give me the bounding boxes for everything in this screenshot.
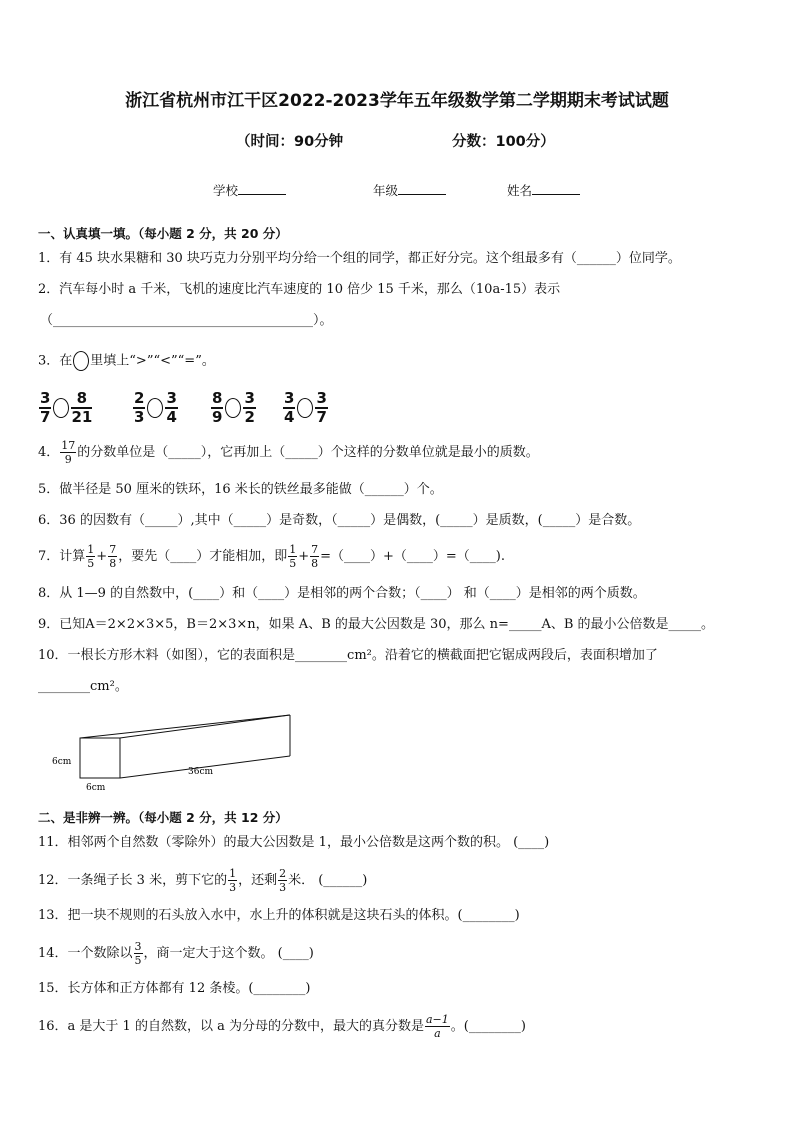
- section-2-title: 二、是非辨一辨。（每小题 2 分，共 12 分）: [38, 810, 288, 825]
- question-11: 11．相邻两个自然数（零除外）的最大公因数是 1，最小公倍数是这两个数的积。 (____): [38, 835, 550, 850]
- question-3-pre: 3．在: [38, 353, 73, 369]
- question-4: 4． $\frac{17}{9}$ 的分数单位是（_____），它再加上（_____）个这样的分数单位就是最小的质数。: [38, 439, 539, 466]
- fraction: $\frac{2}{3}$: [279, 867, 287, 894]
- fraction: $\frac{1}{3}$: [229, 867, 237, 894]
- question-14: 14．一个数除以 $\frac{3}{5}$ ，商一定大于这个数。 (____): [38, 940, 314, 967]
- grade-label: 年级: [373, 183, 399, 198]
- cuboid-front-face: [80, 738, 120, 778]
- fraction: $\frac{2}{3}$: [134, 389, 145, 426]
- fraction: $\frac{a-1}{a}$: [425, 1013, 449, 1040]
- comparison-item[interactable]: [282, 391, 329, 425]
- fraction: $\frac{3}{5}$: [134, 940, 142, 967]
- question-10-line-1: 10．一根长方形木料（如图），它的表面积是________cm²。沿着它的横截面把它锯成两段后，表面积增加了: [38, 648, 658, 663]
- cuboid-svg: [50, 710, 310, 795]
- compare-circle-icon: [73, 351, 89, 371]
- question-3-post: 里填上“>”“<”“=”。: [90, 353, 215, 369]
- fraction: $\frac{7}{8}$: [311, 543, 319, 570]
- grade-field[interactable]: [373, 181, 446, 199]
- question-2-line-2: （________________________________________）。: [40, 313, 333, 328]
- cuboid-edge: [120, 715, 290, 738]
- cuboid-figure: [50, 710, 310, 799]
- question-15: 15．长方体和正方体都有 12 条棱。(________): [38, 981, 311, 996]
- question-8: 8．从 1—9 的自然数中，(____）和（____）是相邻的两个合数；（____） 和（____）是相邻的两个质数。: [38, 586, 646, 601]
- exam-score: 分数：100分）: [452, 134, 555, 150]
- fraction: $\frac{3}{7}$: [316, 389, 327, 426]
- question-13: 13．把一块不规则的石头放入水中，水上升的体积就是这块石头的体积。(________): [38, 908, 520, 923]
- exam-time: （时间：90分钟: [236, 134, 344, 150]
- comparison-item[interactable]: [38, 391, 93, 425]
- fraction: $\frac{7}{8}$: [109, 543, 117, 570]
- name-label: 姓名: [507, 183, 533, 198]
- fraction: $\frac{17}{9}$: [61, 439, 76, 466]
- fraction: $\frac{1}{5}$: [87, 543, 95, 570]
- question-6: 6．36 的因数有（_____）,其中（_____）是奇数，（_____）是偶数，(_____）是质数，(_____）是合数。: [38, 513, 641, 528]
- label-length: 36cm: [188, 767, 214, 777]
- question-7: 7．计算 $\frac{1}{5}$ + $\frac{7}{8}$ ，要先（____）才能相加，即 $\frac{1}{5}$ + $\frac{7}{8}$ =（____）+（____）=（____).: [38, 543, 505, 570]
- question-16: 16．a 是大于 1 的自然数，以 a 为分母的分数中，最大的真分数是 $\frac{a-1}{a}$ 。(________): [38, 1013, 526, 1040]
- fraction: $\frac{8}{21}$: [71, 389, 93, 426]
- compare-circle-icon[interactable]: [297, 398, 313, 418]
- fraction: $\frac{3}{4}$: [166, 389, 177, 426]
- question-2-line-1: 2．汽车每小时 a 千米，飞机的速度比汽车速度的 10 倍少 15 千米，那么（10a-15）表示: [38, 282, 561, 297]
- compare-circle-icon[interactable]: [53, 398, 69, 418]
- question-1: 1．有 45 块水果糖和 30 块巧克力分别平均分给一个组的同学，都正好分完。这个组最多有（______）位同学。: [38, 251, 681, 266]
- question-9: 9．已知A＝2×2×3×5，B＝2×3×n，如果 A、B 的最大公因数是 30，那么 n=_____A、B 的最小公倍数是_____。: [38, 617, 715, 632]
- fraction: $\frac{1}{5}$: [289, 543, 297, 570]
- comparison-item[interactable]: [132, 391, 179, 425]
- question-3-prompt: [38, 351, 215, 371]
- school-field[interactable]: [213, 181, 286, 199]
- compare-circle-icon[interactable]: [225, 398, 241, 418]
- comparison-item[interactable]: [210, 391, 257, 425]
- fraction: $\frac{3}{2}$: [244, 389, 255, 426]
- compare-circle-icon[interactable]: [147, 398, 163, 418]
- question-5: 5．做半径是 50 厘米的铁环，16 米长的铁丝最多能做（______）个。: [38, 482, 443, 497]
- label-height: 6cm: [52, 757, 72, 767]
- cuboid-edge: [80, 715, 290, 738]
- section-1-title: 一、认真填一填。（每小题 2 分，共 20 分）: [38, 226, 288, 241]
- fraction: $\frac{3}{4}$: [284, 389, 295, 426]
- school-label: 学校: [213, 183, 239, 198]
- fraction: $\frac{3}{7}$: [40, 389, 51, 426]
- fraction: $\frac{8}{9}$: [212, 389, 223, 426]
- question-10-line-2: ________cm²。: [38, 679, 128, 694]
- name-field[interactable]: [507, 181, 580, 199]
- page-title: 浙江省杭州市江干区2022-2023学年五年级数学第二学期期末考试试题: [125, 91, 669, 111]
- label-width: 6cm: [86, 783, 106, 793]
- question-12: 12．一条绳子长 3 米，剪下它的 $\frac{1}{3}$ ，还剩 $\frac{2}{3}$ 米． (______): [38, 867, 368, 894]
